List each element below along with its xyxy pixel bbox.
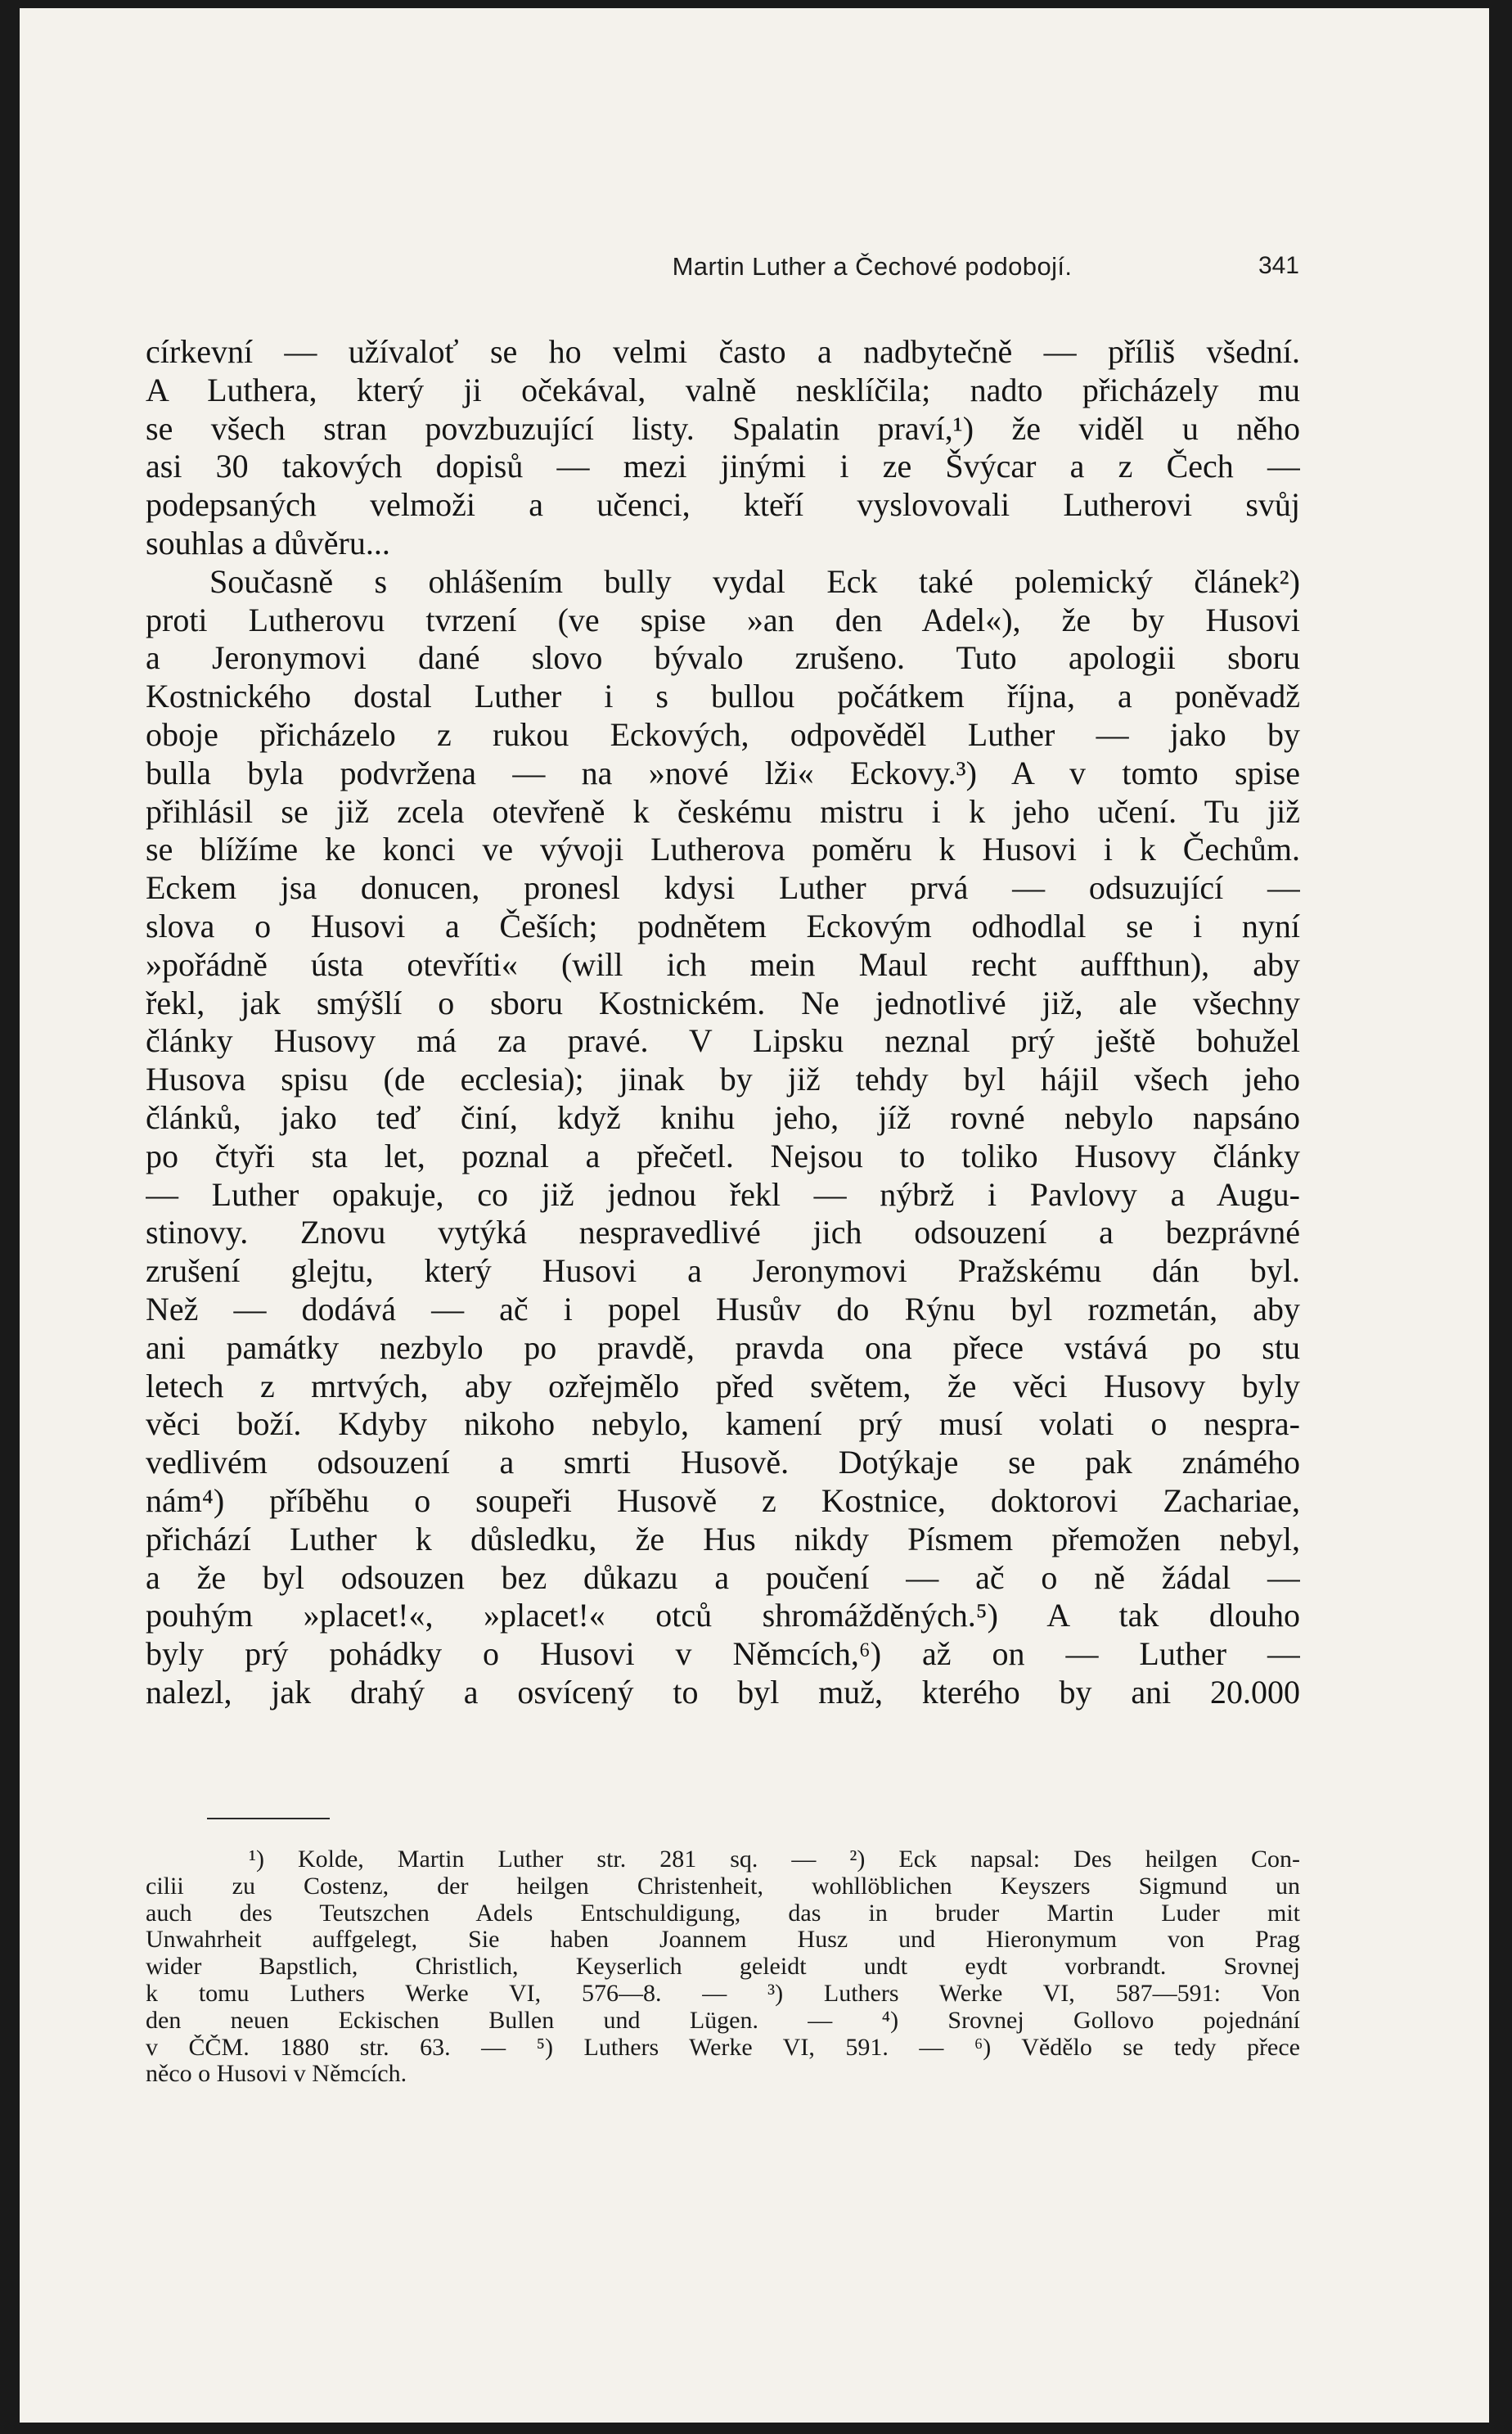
text-line: stinovy. Znovu vytýká nespravedlivé jich odsouzení a bezprávné xyxy=(146,1214,1300,1251)
text-line: nalezl, jak drahý a osvícený to byl muž, kterého by ani 20.000 xyxy=(146,1673,1300,1711)
text-line: — Luther opakuje, co již jednou řekl — nýbrž i Pavlovy a Augu- xyxy=(146,1175,1300,1213)
page-number: 341 xyxy=(1258,252,1299,279)
body-text xyxy=(146,333,1300,1712)
footnote-line: ¹) Kolde, Martin Luther str. 281 sq. — ²) Eck napsal: Des heilgen Con- xyxy=(249,1846,1300,1873)
text-line: článků, jako teď činí, když knihu jeho, jíž rovné nebylo napsáno xyxy=(146,1098,1300,1136)
text-line: vedlivém odsouzení a smrti Husově. Dotýkaje se pak známého xyxy=(146,1444,1300,1481)
running-title: Martin Luther a Čechové podobojí. xyxy=(672,252,1073,281)
text-line: bulla byla podvržena — na »nové lži« Eckovy.³) A v tomto spise xyxy=(146,754,1300,791)
text-line: řekl, jak smýšlí o sboru Kostnickém. Ne jednotlivé již, ale všechny xyxy=(146,984,1300,1021)
text-line: »pořádně ústa otevříti« (will ich mein Maul recht auffthun), aby xyxy=(146,945,1300,983)
text-line: ani památky nezbylo po pravdě, pravda ona přece vstává po stu xyxy=(146,1328,1300,1366)
text-line: církevní — užívaloť se ho velmi často a nadbytečně — příliš všední. xyxy=(146,333,1300,370)
text-line: Eckem jsa donucen, pronesl kdysi Luther prvá — odsuzující — xyxy=(146,869,1300,907)
footnote-line: auch des Teutszchen Adels Entschuldigung, das in bruder Martin Luder mit xyxy=(146,1900,1300,1927)
text-line: proti Lutherovu tvrzení (ve spise »an den Adel«), že by Husovi xyxy=(146,601,1300,638)
text-line: přichází Luther k důsledku, že Hus nikdy Písmem přemožen nebyl, xyxy=(146,1520,1300,1557)
text-line: oboje přicházelo z rukou Eckových, odpověděl Luther — jako by xyxy=(146,715,1300,753)
text-line: po čtyři sta let, poznal a přečetl. Nejsou to toliko Husovy články xyxy=(146,1137,1300,1174)
text-line: přihlásil se již zcela otevřeně k českému mistru i k jeho učení. Tu již xyxy=(146,792,1300,830)
text-line: Husova spisu (de ecclesia); jinak by již tehdy byl hájil všech jeho xyxy=(146,1061,1300,1098)
page-header xyxy=(445,252,1299,293)
text-line: nám⁴) příběhu o soupeři Husově z Kostnice, doktorovi Zachariae, xyxy=(146,1481,1300,1519)
text-line: Kostnického dostal Luther i s bullou počátkem října, a poněvadž xyxy=(146,678,1300,715)
page xyxy=(20,8,1489,2423)
footnote-line: wider Bapstlich, Christlich, Keyserlich geleidt undt eydt vorbrandt. Srovnej xyxy=(146,1954,1300,1981)
text-line: zrušení glejtu, který Husovi a Jeronymovi Pražskému dán byl. xyxy=(146,1252,1300,1290)
text-line: byly prý pohádky o Husovi v Němcích,⁶) až on — Luther — xyxy=(146,1635,1300,1673)
footnote-line: v ČČM. 1880 str. 63. — ⁵) Luthers Werke VI, 591. — ⁶) Vědělo se tedy přece xyxy=(146,2034,1300,2061)
text-line: Než — dodává — ač i popel Husův do Rýnu byl rozmetán, aby xyxy=(146,1290,1300,1327)
footnote-divider xyxy=(207,1818,330,1819)
text-line: podepsaných velmoži a učenci, kteří vyslovovali Lutherovi svůj xyxy=(146,486,1300,524)
text-line: slova o Husovi a Češích; podnětem Eckovým odhodlal se i nyní xyxy=(146,907,1300,944)
text-line: články Husovy má za pravé. V Lipsku neznal prý ještě bohužel xyxy=(146,1022,1300,1060)
footnote-line: něco o Husovi v Němcích. xyxy=(146,2061,407,2088)
text-line: Současně s ohlášením bully vydal Eck také polemický článek²) xyxy=(209,562,1300,600)
text-line: souhlas a důvěru... xyxy=(146,524,390,561)
text-line: letech z mrtvých, aby ozřejmělo před světem, že věci Husovy byly xyxy=(146,1367,1300,1404)
text-line: a že byl odsouzen bez důkazu a poučení — ač o ně žádal — xyxy=(146,1558,1300,1596)
text-line: a Jeronymovi dané slovo bývalo zrušeno. Tuto apologii sboru xyxy=(146,639,1300,677)
footnotes xyxy=(146,1846,1300,2088)
footnote-line: Unwahrheit auffgelegt, Sie haben Joannem Husz und Hieronymum von Prag xyxy=(146,1927,1300,1954)
text-line: pouhým »placet!«, »placet!« otců shromážděných.⁵) A tak dlouho xyxy=(146,1597,1300,1634)
text-line: asi 30 takových dopisů — mezi jinými i ze Švýcar a z Čech — xyxy=(146,448,1300,485)
text-line: A Luthera, který ji očekával, valně nesklíčila; nadto přicházely mu xyxy=(146,371,1300,408)
text-line: se blížíme ke konci ve vývoji Lutherova poměru k Husovi i k Čechům. xyxy=(146,831,1300,868)
footnote-line: cilii zu Costenz, der heilgen Christenheit, wohllöblichen Keyszers Sigmund un xyxy=(146,1873,1300,1900)
footnote-line: k tomu Luthers Werke VI, 576—8. — ³) Luthers Werke VI, 587—591: Von xyxy=(146,1980,1300,2007)
footnote-line: den neuen Eckischen Bullen und Lügen. — ⁴) Srovnej Gollovo pojednání xyxy=(146,2007,1300,2034)
text-line: věci boží. Kdyby nikoho nebylo, kamení prý musí volati o nespra- xyxy=(146,1405,1300,1443)
text-line: se všech stran povzbuzující listy. Spalatin praví,¹) že viděl u něho xyxy=(146,409,1300,447)
